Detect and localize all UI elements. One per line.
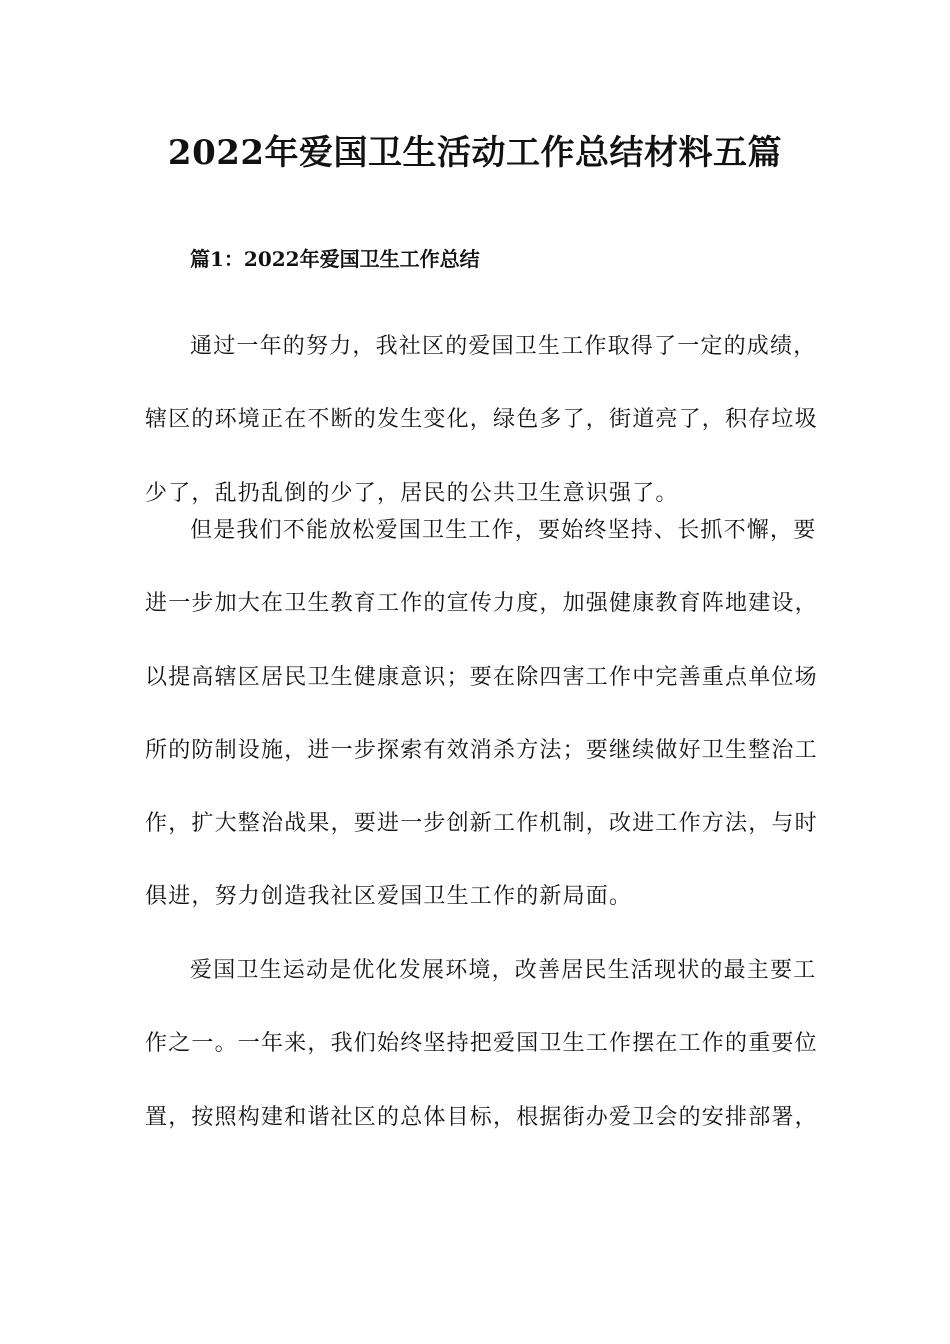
paragraph-line: 但是我们不能放松爱国卫生工作，要始终坚持、长抓不懈，要 [190, 518, 817, 543]
paragraph-line: 所的防制设施，进一步探索有效消杀方法；要继续做好卫生整治工 [145, 737, 818, 763]
paragraph-2 [145, 494, 818, 934]
paragraph-line: 俱进，努力创造我社区爱国卫生工作的新局面。 [145, 884, 633, 910]
paragraph-line: 作，扩大整治战果，要进一步创新工作机制，改进工作方法，与时 [145, 811, 818, 837]
document-title: 2022年爱国卫生活动工作总结材料五篇 [167, 133, 783, 173]
paragraph-line: 置，按照构建和谐社区的总体目标，根据街办爱卫会的安排部署， [145, 1104, 818, 1130]
paragraph-line: 进一步加大在卫生教育工作的宣传力度，加强健康教育阵地建设， [145, 591, 818, 617]
paragraph-line: 少了，乱扔乱倒的少了，居民的公共卫生意识强了。 [145, 480, 679, 506]
paragraph-line: 以提高辖区居民卫生健康意识；要在除四害工作中完善重点单位场 [145, 664, 818, 690]
paragraph-line: 爱国卫生运动是优化发展环境，改善居民生活现状的最主要工 [190, 958, 817, 983]
paragraph-line: 辖区的环境正在不断的发生变化，绿色多了，街道亮了，积存垃圾 [145, 407, 818, 433]
paragraph-line: 通过一年的努力，我社区的爱国卫生工作取得了一定的成绩， [190, 334, 817, 359]
paragraph-line: 作之一。一年来，我们始终坚持把爱国卫生工作摆在工作的重要位 [145, 1031, 818, 1057]
paragraph-3 [145, 934, 818, 1154]
section-heading: 篇1：2022年爱国卫生工作总结 [190, 247, 480, 271]
